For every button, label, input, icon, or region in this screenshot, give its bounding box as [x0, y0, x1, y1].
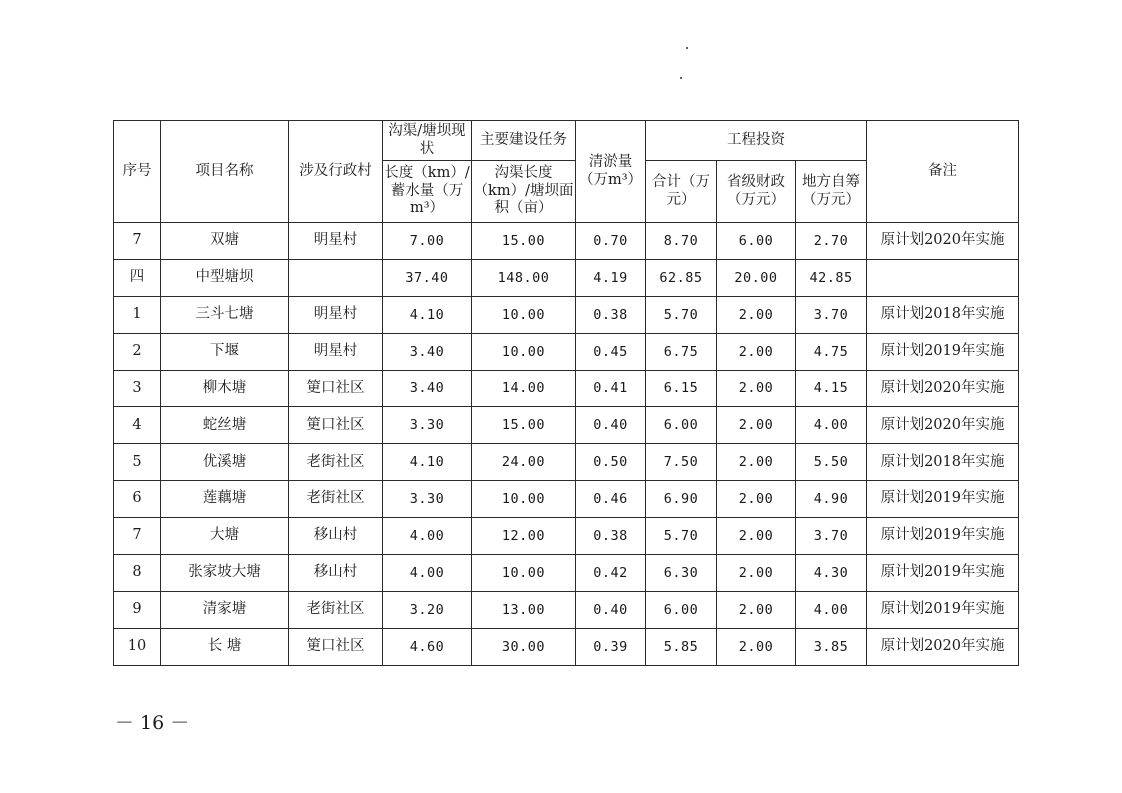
- remark-cell: [867, 259, 1019, 296]
- remark-cell: 原计划2018年实施: [867, 444, 1019, 481]
- village-cell: 移山村: [289, 518, 383, 555]
- provincial-cell: 2.00: [717, 370, 796, 407]
- local-cell: 4.75: [796, 333, 867, 370]
- project-name-cell: 长 塘: [161, 628, 289, 665]
- remark-cell: 原计划2020年实施: [867, 407, 1019, 444]
- header-status: 沟渠/塘坝现状: [383, 121, 472, 161]
- project-name-cell: 清家塘: [161, 591, 289, 628]
- project-name-cell: 下堰: [161, 333, 289, 370]
- area-cell: 12.00: [472, 518, 576, 555]
- provincial-cell: 2.00: [717, 555, 796, 592]
- seq-cell: 6: [114, 481, 161, 518]
- header-task: 主要建设任务: [472, 121, 576, 161]
- remark-cell: 原计划2020年实施: [867, 628, 1019, 665]
- dredge-cell: 0.70: [576, 223, 646, 260]
- table-row: [114, 407, 1019, 444]
- length-cell: 7.00: [383, 223, 472, 260]
- total-cell: 5.70: [646, 296, 717, 333]
- seq-cell: 10: [114, 628, 161, 665]
- local-cell: 2.70: [796, 223, 867, 260]
- dredge-cell: 0.40: [576, 591, 646, 628]
- local-cell: 4.00: [796, 407, 867, 444]
- header-status-sub: 长度（km）/蓄水量（万m³）: [383, 161, 472, 223]
- remark-cell: 原计划2019年实施: [867, 555, 1019, 592]
- total-cell: 62.85: [646, 259, 717, 296]
- area-cell: 14.00: [472, 370, 576, 407]
- village-cell: 老街社区: [289, 444, 383, 481]
- seq-cell: 7: [114, 223, 161, 260]
- area-cell: 13.00: [472, 591, 576, 628]
- remark-cell: 原计划2020年实施: [867, 223, 1019, 260]
- provincial-cell: 2.00: [717, 518, 796, 555]
- area-cell: 24.00: [472, 444, 576, 481]
- length-cell: 37.40: [383, 259, 472, 296]
- seq-cell: 8: [114, 555, 161, 592]
- project-name-cell: 中型塘坝: [161, 259, 289, 296]
- header-project-name: 项目名称: [161, 121, 289, 223]
- total-cell: 6.00: [646, 407, 717, 444]
- table-row: [114, 333, 1019, 370]
- dredge-cell: 0.38: [576, 518, 646, 555]
- table-body: [114, 223, 1019, 666]
- remark-cell: 原计划2019年实施: [867, 333, 1019, 370]
- length-cell: 4.00: [383, 518, 472, 555]
- scan-speck: [686, 47, 688, 49]
- village-cell: 筻口社区: [289, 407, 383, 444]
- table-row: [114, 296, 1019, 333]
- header-task-sub: 沟渠长度（km）/塘坝面积（亩）: [472, 161, 576, 223]
- total-cell: 7.50: [646, 444, 717, 481]
- seq-cell: 3: [114, 370, 161, 407]
- length-cell: 3.40: [383, 333, 472, 370]
- project-name-cell: 柳木塘: [161, 370, 289, 407]
- header-remark: 备注: [867, 121, 1019, 223]
- total-cell: 5.70: [646, 518, 717, 555]
- table-row: [114, 555, 1019, 592]
- total-cell: 5.85: [646, 628, 717, 665]
- table-row: [114, 223, 1019, 260]
- table-header: [114, 121, 1019, 223]
- area-cell: 15.00: [472, 407, 576, 444]
- local-cell: 4.30: [796, 555, 867, 592]
- table-row: [114, 481, 1019, 518]
- seq-cell: 2: [114, 333, 161, 370]
- total-cell: 6.15: [646, 370, 717, 407]
- provincial-cell: 2.00: [717, 481, 796, 518]
- local-cell: 4.90: [796, 481, 867, 518]
- local-cell: 3.70: [796, 518, 867, 555]
- header-investment: 工程投资: [646, 121, 867, 161]
- provincial-cell: 2.00: [717, 296, 796, 333]
- length-cell: 4.60: [383, 628, 472, 665]
- length-cell: 3.40: [383, 370, 472, 407]
- local-cell: 4.00: [796, 591, 867, 628]
- table-row: [114, 259, 1019, 296]
- project-name-cell: 三斗七塘: [161, 296, 289, 333]
- total-cell: 6.90: [646, 481, 717, 518]
- village-cell: [289, 259, 383, 296]
- area-cell: 10.00: [472, 333, 576, 370]
- seq-cell: 四: [114, 259, 161, 296]
- length-cell: 4.10: [383, 444, 472, 481]
- header-local: 地方自筹（万元）: [796, 161, 867, 223]
- dredge-cell: 0.50: [576, 444, 646, 481]
- local-cell: 3.85: [796, 628, 867, 665]
- provincial-cell: 6.00: [717, 223, 796, 260]
- project-name-cell: 张家坡大塘: [161, 555, 289, 592]
- area-cell: 10.00: [472, 481, 576, 518]
- dredge-cell: 0.42: [576, 555, 646, 592]
- page-number: － 16 －: [115, 712, 190, 734]
- dredge-cell: 0.40: [576, 407, 646, 444]
- dredge-cell: 0.41: [576, 370, 646, 407]
- seq-cell: 4: [114, 407, 161, 444]
- length-cell: 4.10: [383, 296, 472, 333]
- table-row: [114, 591, 1019, 628]
- area-cell: 10.00: [472, 296, 576, 333]
- village-cell: 筻口社区: [289, 628, 383, 665]
- village-cell: 明星村: [289, 296, 383, 333]
- seq-cell: 1: [114, 296, 161, 333]
- local-cell: 42.85: [796, 259, 867, 296]
- remark-cell: 原计划2019年实施: [867, 518, 1019, 555]
- table-row: [114, 628, 1019, 665]
- project-name-cell: 双塘: [161, 223, 289, 260]
- dredge-cell: 4.19: [576, 259, 646, 296]
- table-row: [114, 518, 1019, 555]
- remark-cell: 原计划2019年实施: [867, 591, 1019, 628]
- area-cell: 10.00: [472, 555, 576, 592]
- dredge-cell: 0.38: [576, 296, 646, 333]
- total-cell: 8.70: [646, 223, 717, 260]
- provincial-cell: 2.00: [717, 591, 796, 628]
- provincial-cell: 2.00: [717, 628, 796, 665]
- header-dredge: 清淤量（万m³）: [576, 121, 646, 223]
- village-cell: 明星村: [289, 333, 383, 370]
- local-cell: 5.50: [796, 444, 867, 481]
- provincial-cell: 20.00: [717, 259, 796, 296]
- project-name-cell: 优溪塘: [161, 444, 289, 481]
- village-cell: 老街社区: [289, 481, 383, 518]
- village-cell: 老街社区: [289, 591, 383, 628]
- provincial-cell: 2.00: [717, 333, 796, 370]
- provincial-cell: 2.00: [717, 444, 796, 481]
- table-row: [114, 444, 1019, 481]
- village-cell: 明星村: [289, 223, 383, 260]
- length-cell: 3.30: [383, 407, 472, 444]
- seq-cell: 7: [114, 518, 161, 555]
- total-cell: 6.30: [646, 555, 717, 592]
- remark-cell: 原计划2018年实施: [867, 296, 1019, 333]
- local-cell: 4.15: [796, 370, 867, 407]
- table-row: [114, 370, 1019, 407]
- dredge-cell: 0.39: [576, 628, 646, 665]
- local-cell: 3.70: [796, 296, 867, 333]
- project-name-cell: 大塘: [161, 518, 289, 555]
- header-total: 合计（万元）: [646, 161, 717, 223]
- header-village: 涉及行政村: [289, 121, 383, 223]
- provincial-cell: 2.00: [717, 407, 796, 444]
- length-cell: 4.00: [383, 555, 472, 592]
- remark-cell: 原计划2020年实施: [867, 370, 1019, 407]
- scan-speck: [680, 77, 682, 79]
- investment-table: [113, 120, 1019, 666]
- project-name-cell: 莲藕塘: [161, 481, 289, 518]
- header-seq: 序号: [114, 121, 161, 223]
- village-cell: 筻口社区: [289, 370, 383, 407]
- total-cell: 6.00: [646, 591, 717, 628]
- seq-cell: 5: [114, 444, 161, 481]
- remark-cell: 原计划2019年实施: [867, 481, 1019, 518]
- length-cell: 3.20: [383, 591, 472, 628]
- village-cell: 移山村: [289, 555, 383, 592]
- header-provincial: 省级财政（万元）: [717, 161, 796, 223]
- project-name-cell: 蛇丝塘: [161, 407, 289, 444]
- length-cell: 3.30: [383, 481, 472, 518]
- area-cell: 30.00: [472, 628, 576, 665]
- total-cell: 6.75: [646, 333, 717, 370]
- dredge-cell: 0.46: [576, 481, 646, 518]
- area-cell: 15.00: [472, 223, 576, 260]
- seq-cell: 9: [114, 591, 161, 628]
- area-cell: 148.00: [472, 259, 576, 296]
- dredge-cell: 0.45: [576, 333, 646, 370]
